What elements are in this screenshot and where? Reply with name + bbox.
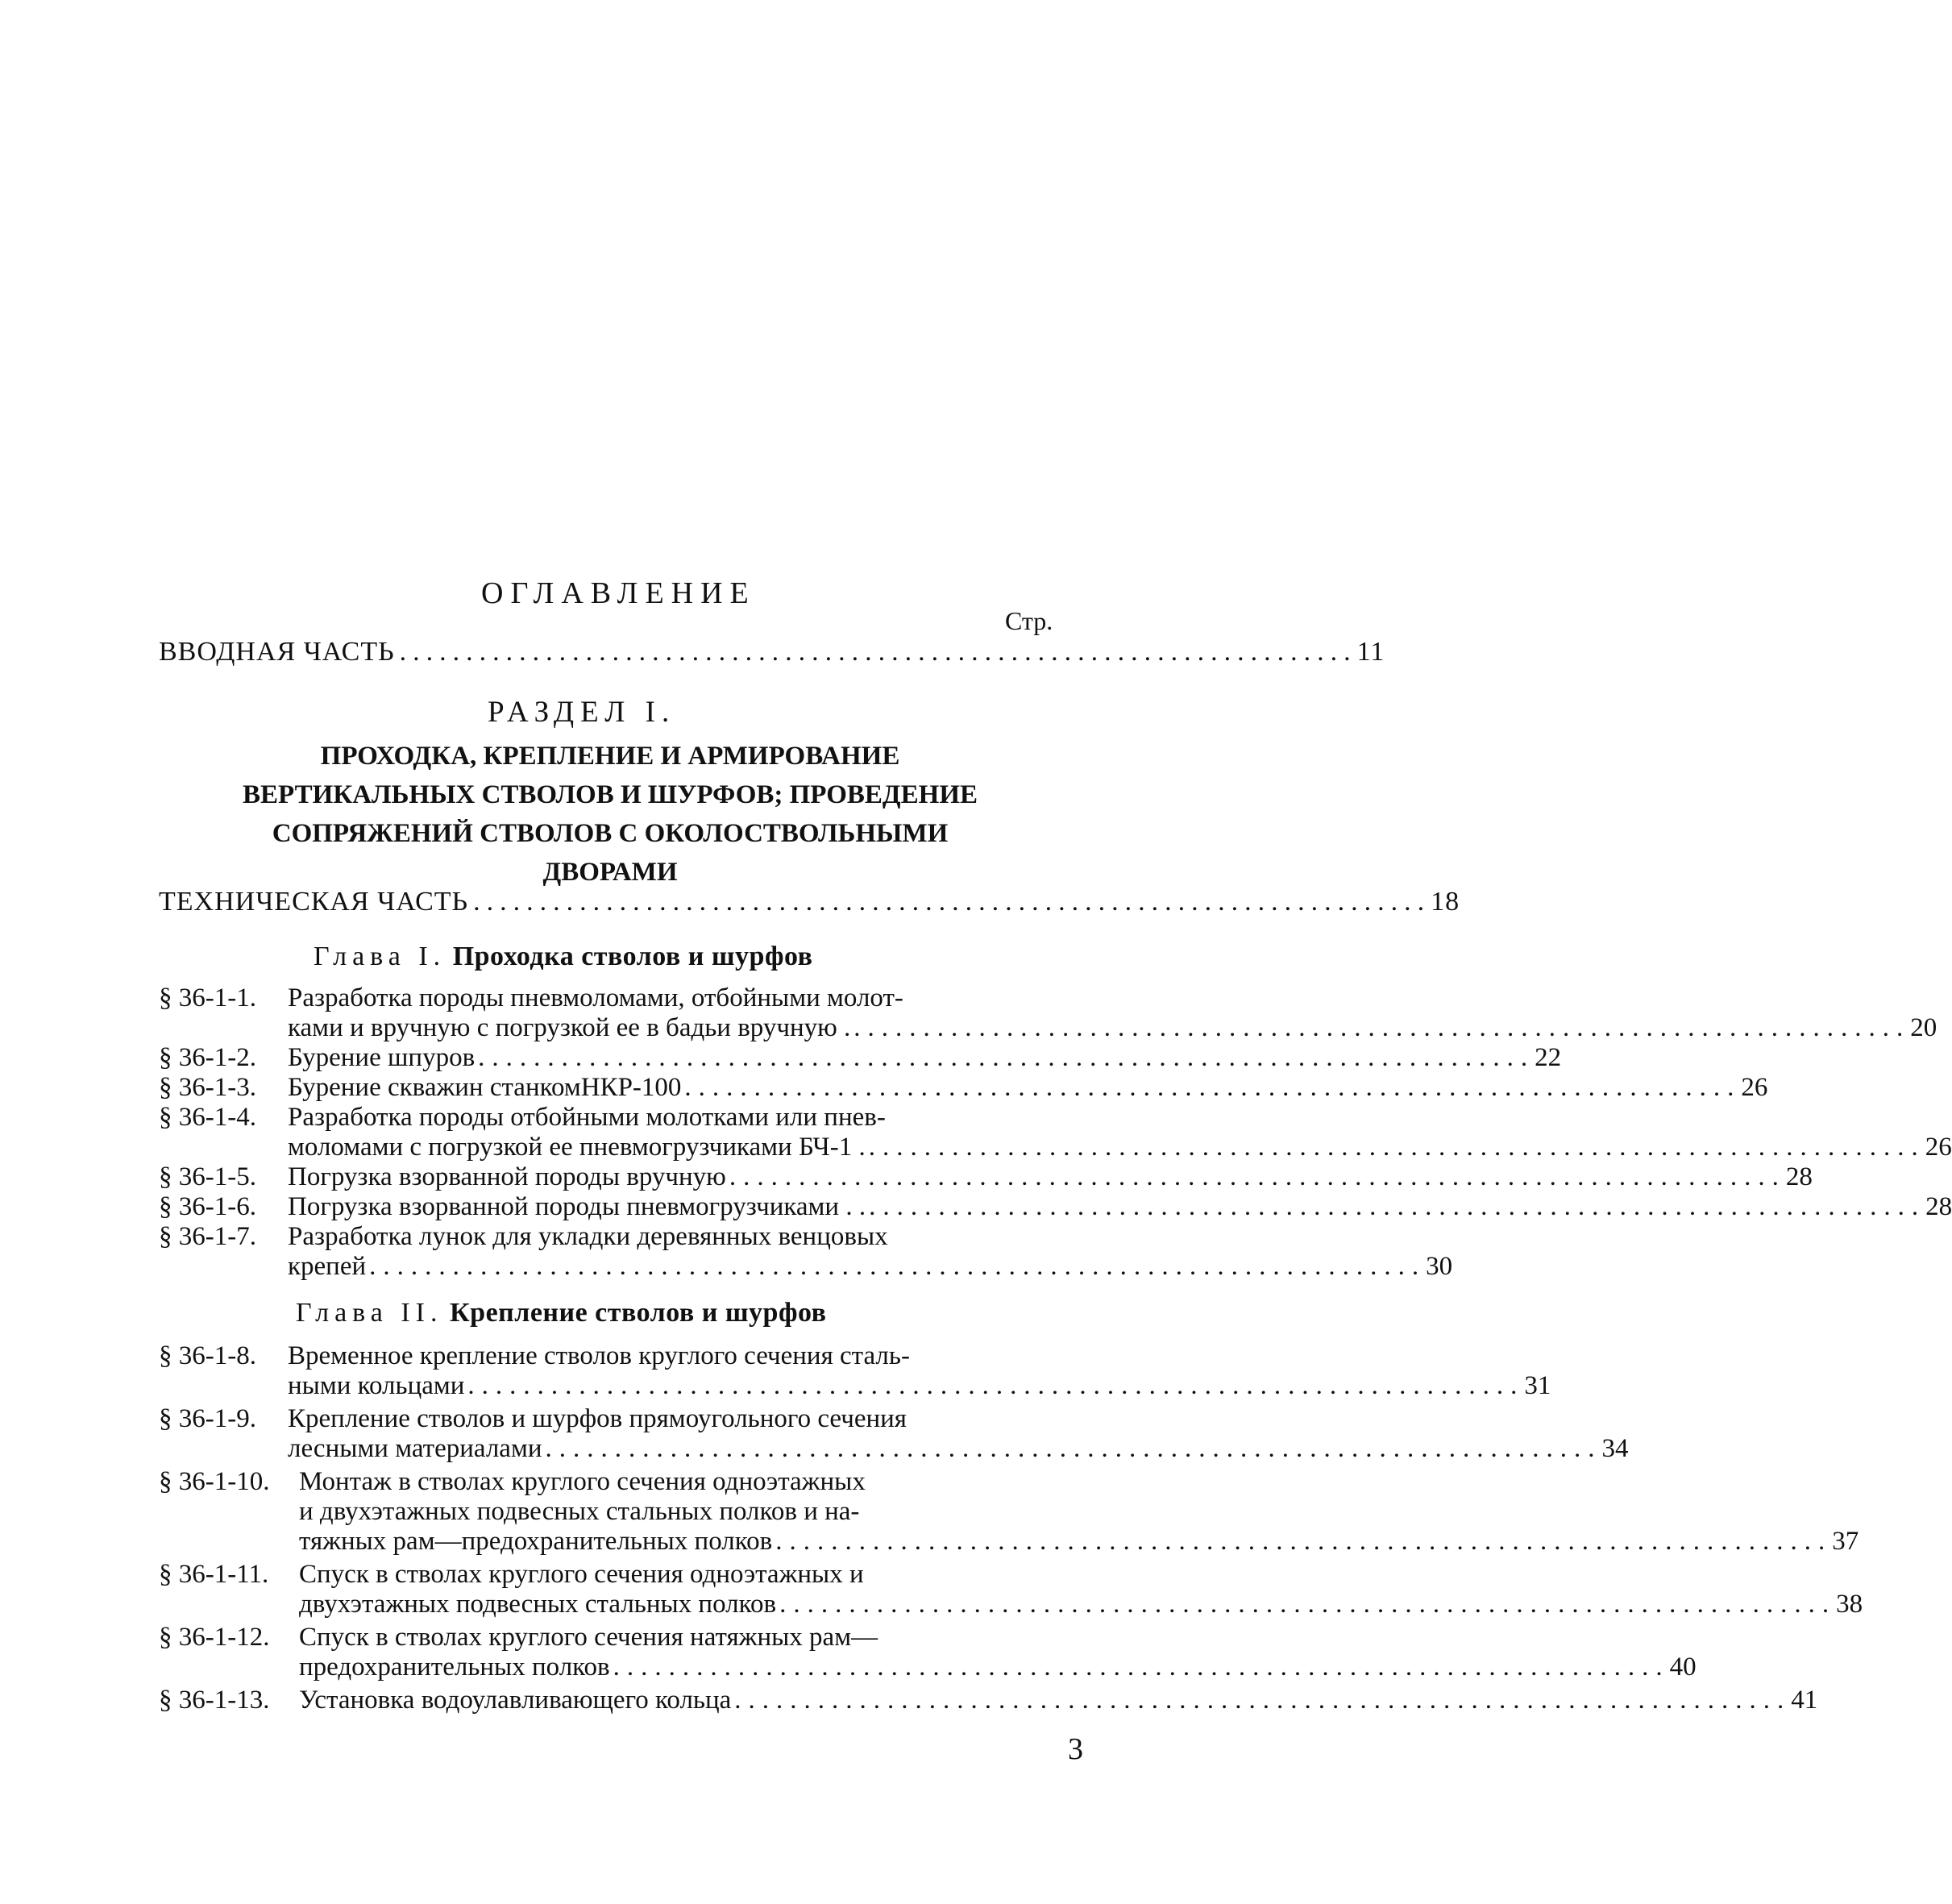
leader-dots: ........................................................................	[399, 637, 1357, 667]
section-label: РАЗДЕЛ I.	[488, 696, 676, 729]
leader-dots: ............................................................................	[779, 1590, 1837, 1619]
entry-page: 40	[1669, 1652, 1697, 1682]
entry-text: моломами с погрузкой ее пневмогрузчиками БЧ-1 .	[288, 1133, 866, 1162]
chapter-1-prefix: Глава I.	[314, 942, 446, 971]
entry-page: 22	[1535, 1043, 1562, 1072]
entry-text: Установка водоулавливающего кольца	[299, 1686, 732, 1715]
entry-text: тяжных рам—предохранительных полков	[299, 1527, 773, 1556]
entry-page: 41	[1791, 1686, 1818, 1715]
leader-dots: ............................................................................	[734, 1686, 1792, 1715]
entry-text: предохранительных полков	[299, 1652, 610, 1682]
chapter-1-title: Проходка стволов и шурфов	[452, 942, 813, 971]
leader-dots: ............................................................................	[868, 1133, 1925, 1162]
entry-page: 38	[1836, 1590, 1863, 1619]
entry-number: § 36-1-6.	[159, 1192, 256, 1221]
entry-number: § 36-1-12.	[159, 1623, 270, 1652]
entry-text: лесными материалами	[288, 1434, 542, 1463]
entry-text: Бурение скважин станкомНКР-100	[288, 1073, 682, 1102]
toc-title: ОГЛАВЛЕНИЕ	[481, 576, 756, 610]
entry-text: двухэтажных подвесных стальных полков	[299, 1590, 777, 1619]
entry-text: ными кольцами	[288, 1371, 465, 1400]
toc-entry[interactable]	[159, 1103, 1952, 1162]
intro-label: ВВОДНАЯ ЧАСТЬ	[159, 637, 395, 667]
entry-text: Разработка породы пневмоломами, отбойными молот-	[288, 983, 903, 1012]
leader-dots: ............................................................................	[478, 1043, 1535, 1072]
entry-number: § 36-1-10.	[159, 1467, 270, 1496]
leader-dots: ........................................................................	[473, 887, 1431, 917]
entry-text: Разработка породы отбойными молотками или пнев-	[288, 1103, 886, 1132]
section-title-line: ПРОХОДКА, КРЕПЛЕНИЕ И АРМИРОВАНИЕ	[320, 742, 900, 771]
section-title-line: СОПРЯЖЕНИЙ СТВОЛОВ С ОКОЛОСТВОЛЬНЫМИ	[272, 819, 949, 848]
leader-dots: ............................................................................	[869, 1192, 1926, 1221]
entry-number: § 36-1-7.	[159, 1222, 256, 1251]
entry-page: 28	[1925, 1192, 1952, 1221]
entry-text: и двухэтажных подвесных стальных полков и на-	[299, 1497, 860, 1526]
entry-page: 28	[1785, 1162, 1813, 1191]
entry-page: 30	[1426, 1252, 1453, 1281]
entry-number: § 36-1-2.	[159, 1043, 256, 1072]
chapter-2-title: Крепление стволов и шурфов	[450, 1298, 827, 1328]
entry-number: § 36-1-1.	[159, 983, 256, 1012]
toc-page	[159, 0, 1952, 1904]
section-title-line: ВЕРТИКАЛЬНЫХ СТВОЛОВ И ШУРФОВ; ПРОВЕДЕНИЕ	[243, 780, 978, 809]
entry-number: § 36-1-8.	[159, 1341, 256, 1370]
entry-number: § 36-1-5.	[159, 1162, 256, 1191]
entry-number: § 36-1-3.	[159, 1073, 256, 1102]
entry-page: 31	[1524, 1371, 1551, 1400]
technical-page: 18	[1431, 887, 1460, 917]
toc-entry[interactable]	[159, 1467, 1859, 1557]
leader-dots: ............................................................................	[369, 1252, 1427, 1281]
entry-text: ками и вручную с погрузкой ее в бадьи вручную .	[288, 1013, 851, 1042]
leader-dots: ............................................................................	[545, 1434, 1602, 1463]
entry-text: Временное крепление стволов круглого сечения сталь-	[288, 1341, 910, 1370]
toc-entry[interactable]	[159, 1341, 1551, 1401]
leader-dots: ............................................................................	[467, 1371, 1525, 1400]
technical-row[interactable]	[159, 887, 1460, 919]
intro-page: 11	[1356, 637, 1385, 667]
toc-entry[interactable]	[159, 983, 1937, 1043]
leader-dots: ............................................................................	[684, 1073, 1742, 1102]
toc-entry[interactable]	[159, 1222, 1453, 1282]
technical-label: ТЕХНИЧЕСКАЯ ЧАСТЬ	[159, 887, 469, 917]
entry-text: Разработка лунок для укладки деревянных венцовых	[288, 1222, 888, 1251]
entry-text: Спуск в стволах круглого сечения натяжных рам—	[299, 1623, 878, 1652]
entry-text: Спуск в стволах круглого сечения одноэтажных и	[299, 1560, 864, 1589]
toc-entry[interactable]	[159, 1686, 1818, 1715]
section-title-line: ДВОРАМИ	[542, 858, 678, 887]
entry-page: 37	[1832, 1527, 1859, 1556]
page-number: 3	[1068, 1732, 1083, 1766]
entry-number: § 36-1-11.	[159, 1560, 269, 1589]
toc-entry[interactable]	[159, 1043, 1562, 1073]
chapter-2-heading	[296, 1298, 826, 1328]
leader-dots: ............................................................................	[775, 1527, 1833, 1556]
leader-dots: ............................................................................	[729, 1162, 1786, 1191]
entry-number: § 36-1-13.	[159, 1686, 270, 1715]
chapter-2-prefix: Глава II.	[296, 1298, 443, 1328]
leader-dots: ............................................................................	[853, 1013, 1911, 1042]
intro-row[interactable]	[159, 637, 1385, 669]
entry-page: 26	[1925, 1133, 1952, 1162]
section-title	[159, 737, 1061, 892]
entry-number: § 36-1-4.	[159, 1103, 256, 1132]
entry-text: Крепление стволов и шурфов прямоугольного сечения	[288, 1404, 907, 1433]
page-column-label: Стр.	[1005, 606, 1053, 635]
toc-entry[interactable]	[159, 1073, 1768, 1103]
toc-entry[interactable]	[159, 1192, 1952, 1222]
entry-number: § 36-1-9.	[159, 1404, 256, 1433]
entry-page: 34	[1601, 1434, 1629, 1463]
entry-text: крепей	[288, 1252, 367, 1281]
entry-text: Погрузка взорванной породы пневмогрузчиками . .	[288, 1192, 866, 1221]
toc-entry[interactable]	[159, 1162, 1813, 1192]
entry-page: 26	[1741, 1073, 1768, 1102]
entry-text: Погрузка взорванной породы вручную	[288, 1162, 726, 1191]
entry-text: Монтаж в стволах круглого сечения одноэтажных	[299, 1467, 866, 1496]
toc-entry[interactable]	[159, 1623, 1697, 1682]
entry-text: Бурение шпуров	[288, 1043, 476, 1072]
leader-dots: ............................................................................	[613, 1652, 1670, 1682]
entry-page: 20	[1910, 1013, 1937, 1042]
toc-entry[interactable]	[159, 1404, 1629, 1464]
toc-entry[interactable]	[159, 1560, 1863, 1619]
chapter-1-heading	[314, 942, 813, 972]
